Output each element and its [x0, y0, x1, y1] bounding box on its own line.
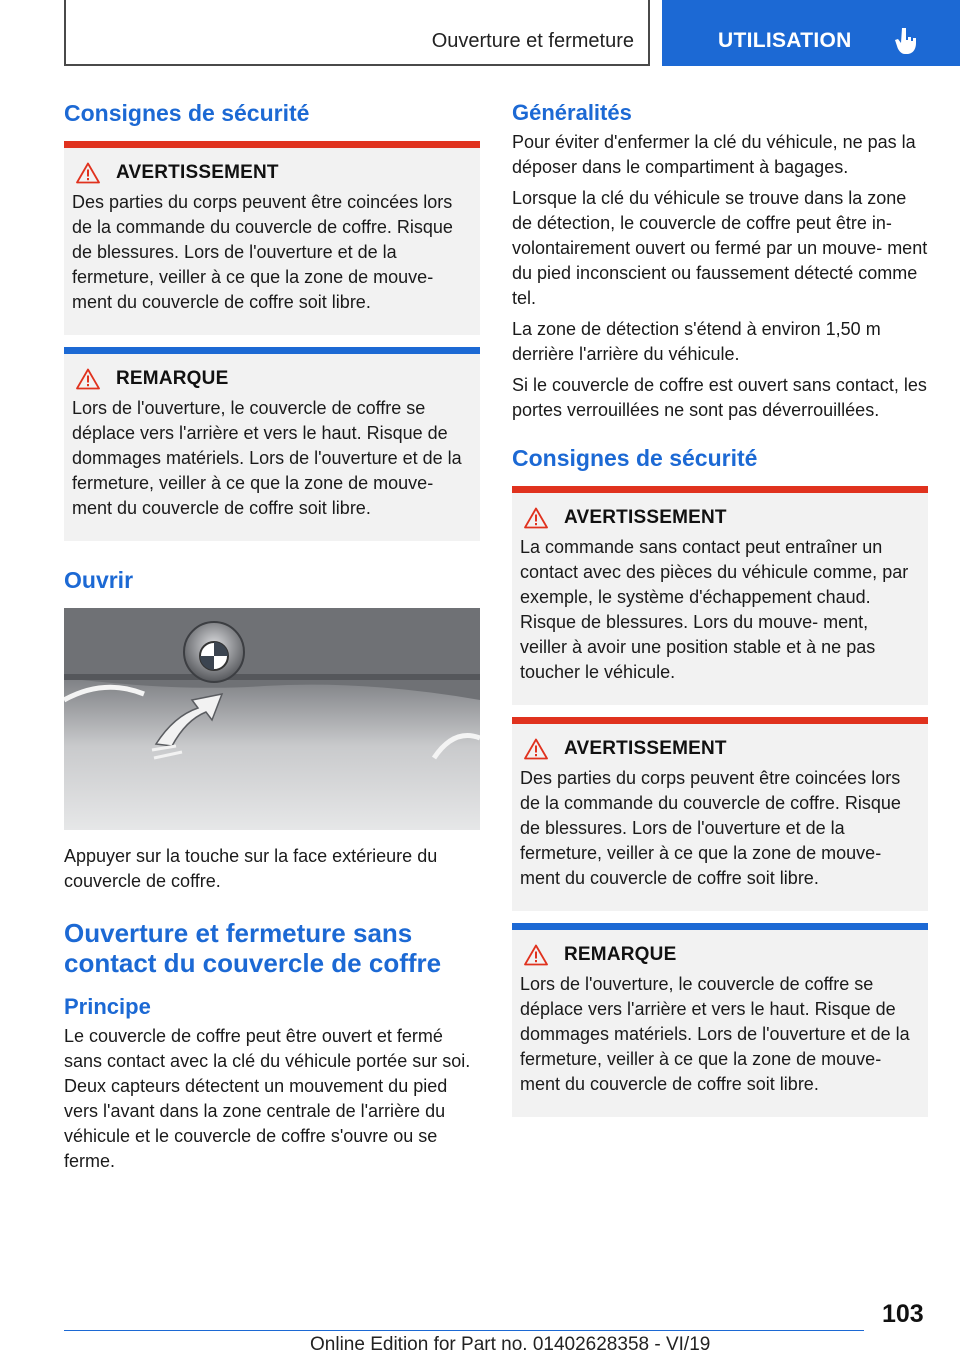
general-paragraph-3: La zone de détection s'étend à environ 1,50 m derrière l'arrière du véhicule. [512, 319, 881, 364]
warning-triangle-icon [524, 944, 548, 966]
right-column [512, 100, 928, 1117]
footer-divider [64, 1330, 864, 1331]
subheading-principle: Principe [64, 994, 151, 1019]
note-box [64, 347, 480, 541]
principle-text: Le couvercle de coffre peut être ouvert et fermé sans contact avec la clé du véhicule portée sur soi. Deux capteurs détectent un mouvement du pied vers l'avant dans la zone centrale de l'arrière du véhicule et le couvercle de coffre s'ouvre ou se ferme. [64, 1026, 471, 1171]
chapter-title: Ouverture et fermeture [431, 30, 634, 52]
chapter-header [64, 0, 650, 66]
warning-triangle-icon [524, 738, 548, 760]
general-paragraph-2: Lorsque la clé du véhicule se trouve dans la zone de détection, le couvercle de coffre peut être in‐ volontairement ouvert ou fermé par un mouve‐ ment du pied inconscient ou faussement détecté comme tel. [512, 188, 928, 308]
page-number: 103 [882, 1300, 924, 1328]
bmw-logo-icon [184, 622, 244, 682]
section-label: UTILISATION [718, 29, 852, 52]
note-text: Lors de l'ouverture, le couvercle de coffre se déplace vers l'arrière et vers le haut. Risque de dommages matériels. Lors de l'ouverture et de la fermeture, veiller à ce que la zone de mouve‐ ment du couvercle de coffre soit libre. [72, 398, 462, 518]
warning-triangle-icon [76, 368, 100, 390]
warning-triangle-icon [76, 162, 100, 184]
heading-contactless: Ouverture et fermeture sans contact du couvercle de coffre [64, 918, 442, 978]
warning-text: La commande sans contact peut entraîner un contact avec des pièces du véhicule comme, par exemple, le système d'échappement chaud. Risque de blessures. Lors du mouve‐ ment, veiller à avoir une position stable et à ne pas toucher le véhicule. [520, 537, 909, 682]
subheading-general: Généralités [512, 100, 632, 125]
heading-open: Ouvrir [64, 567, 134, 593]
general-paragraph-4: Si le couvercle de coffre est ouvert sans contact, les portes verrouillées ne sont pas déverrouillées. [512, 375, 927, 420]
warning-triangle-icon [524, 507, 548, 529]
warning-text: Des parties du corps peuvent être coincées lors de la commande du couvercle de coffre. Risque de blessures. Lors de l'ouverture et de la fermeture, veiller à ce que la zone de mouve‐ ment du couvercle de coffre soit libre. [72, 192, 453, 312]
heading-safety-left: Consignes de sécurité [64, 100, 310, 126]
warning-text: Des parties du corps peuvent être coincées lors de la commande du couvercle de coffre. Risque de blessures. Lors de l'ouverture et de la fermeture, veiller à ce que la zone de mouve‐ ment du couvercle de coffre soit libre. [520, 768, 901, 888]
warning-title: AVERTISSEMENT [564, 738, 727, 759]
note-title: REMARQUE [116, 368, 229, 389]
section-tab[interactable] [662, 0, 960, 66]
edition-text: Online Edition for Part no. 01402628358 - VI/19 [310, 1334, 711, 1355]
open-instruction: Appuyer sur la touche sur la face extérieure du couvercle de coffre. [64, 846, 438, 891]
warning-title: AVERTISSEMENT [564, 507, 727, 528]
general-paragraph-1: Pour éviter d'enfermer la clé du véhicule, ne pas la déposer dans le compartiment à bagages. [512, 132, 916, 177]
note-box [512, 923, 928, 1117]
warning-box [512, 717, 928, 911]
warning-title: AVERTISSEMENT [116, 162, 279, 183]
note-text: Lors de l'ouverture, le couvercle de coffre se déplace vers l'arrière et vers le haut. Risque de dommages matériels. Lors de l'ouverture et de la fermeture, veiller à ce que la zone de mouve‐ ment du couvercle de coffre soit libre. [520, 974, 910, 1094]
left-column [64, 100, 480, 1174]
heading-safety-right: Consignes de sécurité [512, 445, 758, 471]
note-title: REMARQUE [564, 944, 677, 965]
footer-edition [310, 1334, 710, 1356]
trunk-button-illustration [64, 608, 480, 830]
warning-box [512, 486, 928, 705]
warning-box [64, 141, 480, 335]
pointing-hand-icon [894, 26, 920, 56]
